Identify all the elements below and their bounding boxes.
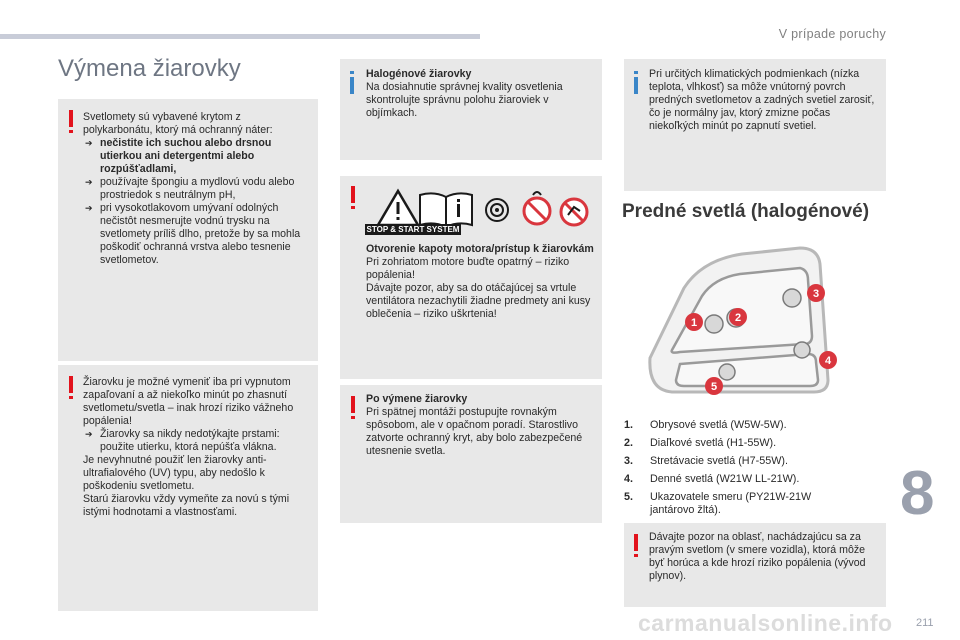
arrow-icon: ➔ — [85, 177, 93, 187]
hot-hand-prohibited-icon — [524, 192, 550, 224]
callout-2-icon — [729, 308, 747, 326]
condensation-text: Pri určitých klimatických podmienkach (nízka teplota, vlhkosť) sa môže vnútorný povrch predných svetlometov a zadných svetiel zarosiť, čo je normálny jav, ktorý zmizne počas niekoľkých minút po zapnutí svetiel. — [649, 68, 875, 132]
list-item: 1. Obrysové svetlá (W5W-5W). — [624, 419, 787, 431]
svg-text:5: 5 — [710, 381, 718, 393]
bulb-replacement-warning-box — [58, 365, 318, 611]
header-bar — [0, 34, 480, 39]
arrow-icon: ➔ — [85, 138, 93, 148]
hand-prohibited-icon — [561, 199, 587, 225]
condensation-info-box — [624, 59, 886, 191]
halogen-info-box — [340, 59, 602, 160]
manual-book-icon — [420, 193, 472, 227]
exhaust-warning-box — [624, 523, 886, 607]
exhaust-warning-text: Dávajte pozor na oblasť, nachádzajúcu sa za pravým svetlom (v smere vozidla), ktorá môže byť horúca a kde hrozí riziko popálenia (vývod plynov). — [649, 531, 866, 582]
arrow-icon: ➔ — [85, 203, 93, 213]
page-number: 211 — [916, 617, 934, 629]
chapter-number: 8 — [900, 459, 935, 528]
watermark: carmanualsonline.info — [638, 610, 893, 636]
polycarbonate-warning-box — [58, 99, 318, 361]
svg-text:3: 3 — [812, 288, 820, 300]
list-item: 3. Stretávacie svetlá (H7-55W). — [624, 455, 789, 467]
callout-4-icon — [819, 351, 837, 369]
uv-bulb-text: Je nevyhnutné použiť len žiarovky anti-ultrafialového (UV) typu, aby nedošlo k poškodeniu svetlometu. — [83, 454, 267, 492]
front-lights-heading: Predné svetlá (halogénové) — [622, 201, 870, 222]
list-item: 2. Diaľkové svetlá (H1-55W). — [624, 437, 777, 449]
danger-triangle-icon — [378, 191, 418, 225]
after-replacement-title: Po výmene žiarovky — [366, 393, 468, 405]
svg-text:1: 1 — [690, 317, 698, 329]
bonnet-title: Otvorenie kapoty motora/prístup k žiarovkám — [366, 243, 594, 255]
list-item: ➔ nečistite ich suchou alebo drsnou utierkou ani detergentmi alebo rozpúšťadlami, — [85, 137, 272, 175]
svg-text:2: 2 — [734, 312, 742, 324]
list-item: 4. Denné svetlá (W21W LL-21W). — [624, 473, 800, 485]
bulb-list — [624, 419, 874, 522]
fan-belt-icon — [486, 199, 508, 221]
svg-text:4: 4 — [824, 355, 832, 367]
stop-start-label: STOP & START SYSTEM — [366, 225, 460, 234]
replace-bulb-text: Starú žiarovku vždy vymeňte za novú s tými istými hodnotami a vlastnosťami. — [83, 493, 290, 518]
after-replacement-warning-box — [340, 385, 602, 523]
callout-3-icon — [807, 284, 825, 302]
section-heading: V prípade poruchy — [778, 27, 886, 41]
arrow-icon: ➔ — [85, 429, 93, 439]
page-title: Výmena žiarovky — [58, 55, 241, 82]
headlamp-diagram — [632, 240, 862, 400]
halogen-text: Na dosiahnutie správnej kvality osvetlenia skontrolujte správnu polohu žiaroviek v objímkach. — [366, 81, 563, 119]
callout-1-icon — [685, 313, 703, 331]
callout-5-icon — [705, 377, 723, 395]
bulb-warning-text: Žiarovku je možné vymeniť iba pri vypnutom zapaľovaní a až niekoľko minút po zhasnutí svetlometu/svetla – inak hrozí riziko vážneho popálenia! — [83, 376, 294, 427]
list-item: ➔ pri vysokotlakovom umývaní odolných nečistôt nesmerujte vodnú trysku na svetlomety príliš dlho, pretože by sa mohla poškodiť ochranná vrstva alebo tesnenie svetlometov. — [85, 202, 301, 266]
list-item: ➔ Žiarovky sa nikdy nedotýkajte prstami: použite utierku, ktorá nepúšťa vlákna. — [85, 428, 280, 453]
list-item: 5. Ukazovatele smeru (PY21W-21W jantárovo žltá). — [624, 491, 812, 516]
halogen-title: Halogénové žiarovky — [366, 68, 472, 80]
list-item: ➔ používajte špongiu a mydlovú vodu alebo prostriedok s neutrálnym pH, — [85, 176, 295, 201]
after-replacement-text: Pri spätnej montáži postupujte rovnakým spôsobom, ale v opačnom poradí. Starostlivo zatvorte ochranný kryt, aby bolo zabezpečené utesnenie svetla. — [366, 406, 583, 457]
bonnet-text-2: Dávajte pozor, aby sa do otáčajúcej sa vrtule ventilátora nezachytili žiadne predmety ani kusy oblečenia – riziko uškrtenia! — [366, 282, 591, 320]
polycarbonate-intro: Svetlomety sú vybavené krytom z polykarbonátu, ktorý má ochranný náter: — [83, 111, 273, 136]
bonnet-text-1: Pri zohriatom motore buďte opatrný – riziko popálenia! — [366, 256, 570, 281]
